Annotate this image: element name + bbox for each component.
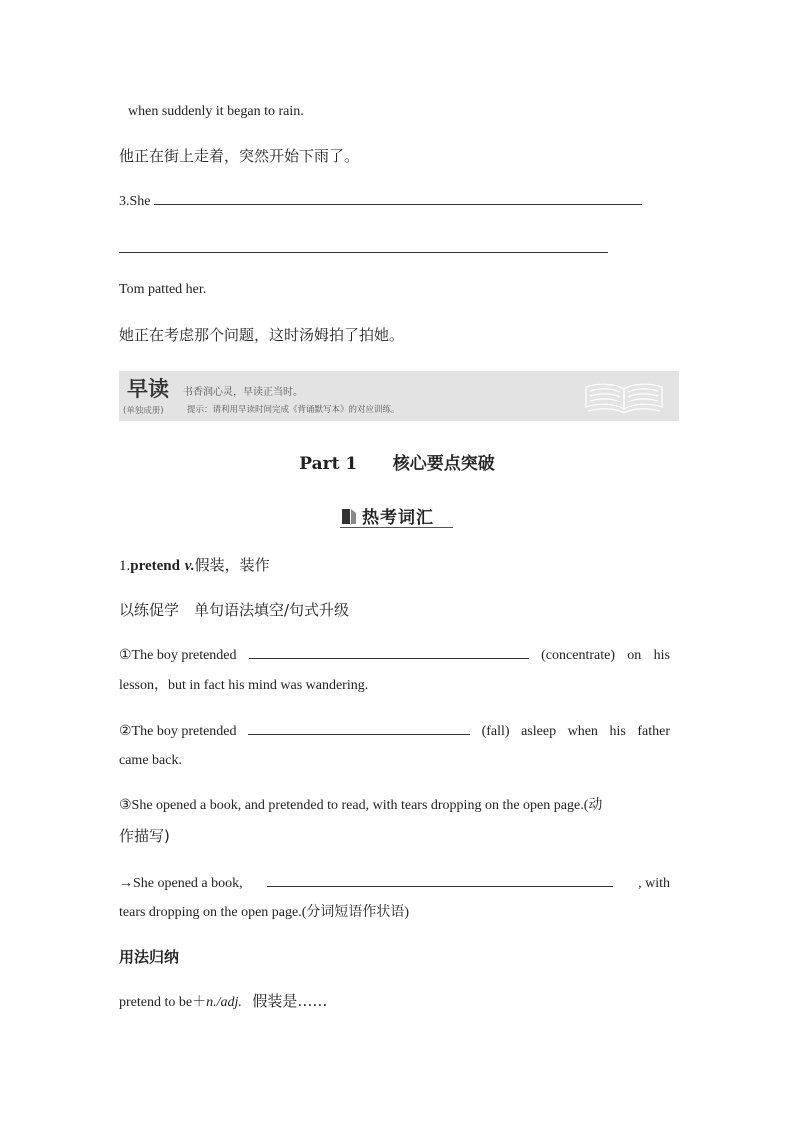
banner-title: 早读 <box>127 376 169 401</box>
usage-rule-meaning: 假装是…… <box>252 992 328 1010</box>
exercise-1-word: on <box>627 648 642 663</box>
early-reading-banner <box>119 371 679 421</box>
exercise-2-prefix: ②The boy pretended <box>119 724 237 739</box>
entry-meaning: 假装，装作 <box>194 556 270 574</box>
open-book-icon <box>584 379 664 415</box>
entry-word: pretend <box>130 558 180 574</box>
exercise-1-hint: (concentrate) <box>541 648 615 663</box>
answer-line[interactable] <box>119 252 608 253</box>
banner-slogan: 书香润心灵，早读正当时。 <box>183 387 303 398</box>
part-label: Part 1 <box>299 454 358 474</box>
usage-rule-italic: n./adj. <box>206 995 242 1010</box>
entry-pos: v. <box>184 558 195 574</box>
exercise-3-rewrite <box>119 872 670 894</box>
vocab-entry <box>119 555 270 576</box>
part-title <box>0 449 794 474</box>
banner-tip: 提示：请利用早读时间完成《背诵默写本》的对应训练。 <box>187 405 400 415</box>
exercise-2-word: when <box>567 724 598 739</box>
exercise-2 <box>119 720 670 742</box>
question-3-prefix: 3.She <box>119 194 151 209</box>
exercise-2-word: father <box>637 724 670 739</box>
intro-text: Tom patted her. <box>119 282 207 297</box>
section-header <box>340 503 453 528</box>
exercise-2-continued: came back. <box>119 753 182 768</box>
section-title: 热考词汇 <box>362 508 434 528</box>
intro-translation: 他正在街上走着，突然开始下雨了。 <box>119 147 360 165</box>
answer-blank[interactable] <box>248 720 470 735</box>
entry-number: 1. <box>119 558 131 574</box>
answer-blank[interactable] <box>267 872 613 887</box>
exercise-1 <box>119 644 670 666</box>
intro-text: when suddenly it began to rain. <box>128 104 304 119</box>
answer-blank[interactable] <box>249 644 529 659</box>
section-marker-icon <box>342 509 356 524</box>
intro-translation: 她正在考虑那个问题，这时汤姆拍了拍她。 <box>119 326 405 344</box>
rewrite-suffix: , with <box>638 876 670 891</box>
usage-rule <box>119 991 327 1013</box>
exercise-2-word: asleep <box>521 724 557 739</box>
usage-heading: 用法归纳 <box>119 948 180 966</box>
exercise-2-word: his <box>609 724 626 739</box>
practice-heading: 以练促学 单句语法填空/句式升级 <box>119 601 350 619</box>
answer-blank[interactable] <box>154 190 642 205</box>
question-3 <box>119 190 642 212</box>
exercise-3-rewrite-continued: tears dropping on the open page.(分词短语作状语) <box>119 905 410 920</box>
part-heading: 核心要点突破 <box>392 454 495 474</box>
exercise-3: ③She opened a book, and pretended to read, with tears dropping on the open page.(动 <box>119 798 603 813</box>
exercise-1-word: his <box>653 648 670 663</box>
exercise-1-continued: lesson，but in fact his mind was wandering. <box>119 678 369 693</box>
exercise-1-prefix: ①The boy pretended <box>119 648 237 663</box>
usage-heading-wrap <box>119 947 179 967</box>
exercise-2-hint: (fall) <box>481 724 510 739</box>
usage-rule-prefix: pretend to be＋ <box>119 995 207 1010</box>
banner-subtitle: (单独成册) <box>123 406 164 416</box>
exercise-3-continued: 作描写) <box>119 827 170 845</box>
rewrite-prefix: →She opened a book, <box>119 876 243 891</box>
